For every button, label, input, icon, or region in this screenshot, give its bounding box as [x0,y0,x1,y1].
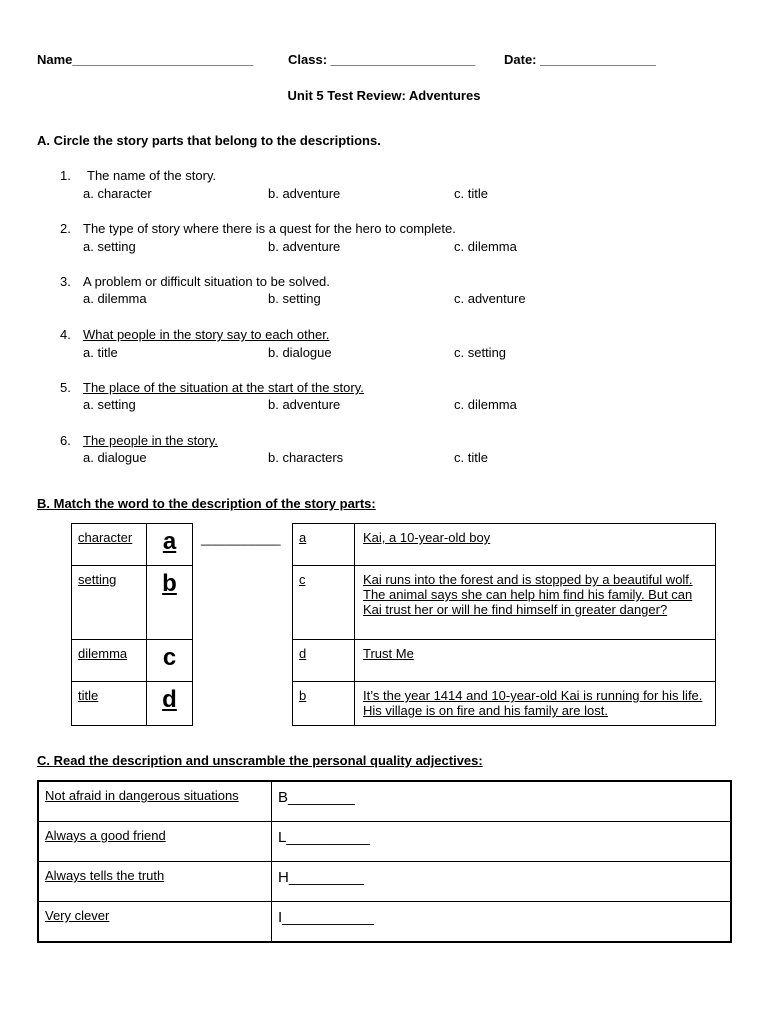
answer-cell[interactable] [147,566,193,640]
description-text: Kai, a 10-year-old boy [363,530,491,545]
question-text: The type of story where there is a quest for the hero to complete. [83,221,456,236]
option-b[interactable]: b. characters [268,450,344,465]
date-field[interactable]: Date: ________________ [504,52,656,67]
section-c-heading: C. Read the description and unscramble the personal quality adjectives: [37,753,483,768]
option-a[interactable]: a. dilemma [83,291,147,306]
option-c[interactable]: c. title [454,450,488,465]
name-field[interactable]: Name_________________________ [37,52,254,67]
option-c[interactable]: c. dilemma [454,239,517,254]
answer-cell[interactable] [147,682,193,726]
table-row [38,781,731,822]
term-cell [72,524,147,566]
question-number: 2. [60,221,71,236]
answer-letter: c [162,644,177,671]
description-cell [38,862,272,902]
question-text: What people in the story say to each other. [83,327,330,342]
term-cell [72,682,147,726]
question-number: 1. [60,168,71,183]
option-c[interactable]: c. dilemma [454,397,517,412]
match-descriptions-table [292,523,716,726]
description-cell [355,566,716,640]
adjective-answer[interactable]: B________ [278,789,355,806]
letter-cell [293,682,355,726]
option-c[interactable]: c. title [454,186,488,201]
option-b[interactable]: b. adventure [268,239,341,254]
description-text: Trust Me [363,646,414,661]
description-cell [355,524,716,566]
description-cell [38,781,272,822]
letter-cell [293,524,355,566]
option-a[interactable]: a. character [83,186,152,201]
description-letter: b [299,688,307,703]
description-text: It’s the year 1414 and 10-year-old Kai is running for his life. His village is on fire and his family are lost. [363,688,703,718]
option-a[interactable]: a. title [83,345,118,360]
table-row [293,566,716,640]
table-row [72,524,193,566]
option-b[interactable]: b. dialogue [268,345,332,360]
section-b-heading: B. Match the word to the description of the story parts: [37,496,376,511]
option-c[interactable]: c. setting [454,345,507,360]
answer-letter: d [162,686,177,713]
option-b[interactable]: b. adventure [268,397,341,412]
option-a[interactable]: a. setting [83,239,136,254]
answer-letter: b [162,570,177,597]
term-label: title [78,688,99,703]
answer-cell[interactable] [272,902,732,943]
question-text: The people in the story. [83,433,218,448]
question-text: The place of the situation at the start of the story. [83,380,364,395]
description-cell [355,640,716,682]
table-row [38,862,731,902]
question-number: 6. [60,433,71,448]
table-row [38,822,731,862]
section-a-heading: A. Circle the story parts that belong to the descriptions. [37,133,381,148]
term-cell [72,640,147,682]
answer-cell[interactable] [147,640,193,682]
option-a[interactable]: a. dialogue [83,450,147,465]
match-terms-table [71,523,193,726]
adjective-description: Always a good friend [45,828,166,843]
table-row [72,566,193,640]
description-letter: a [299,530,307,545]
question-text: The name of the story. [87,168,217,183]
option-a[interactable]: a. setting [83,397,136,412]
question-number: 3. [60,274,71,289]
option-b[interactable]: b. adventure [268,186,341,201]
answer-cell[interactable] [272,781,732,822]
page-title: Unit 5 Test Review: Adventures [287,88,481,103]
term-label: setting [78,572,117,587]
table-row [293,640,716,682]
question-text: A problem or difficult situation to be solved. [83,274,330,289]
adjectives-table [37,780,732,943]
adjective-answer[interactable]: I___________ [278,909,374,926]
description-letter: d [299,646,307,661]
answer-cell[interactable] [272,822,732,862]
question-number: 5. [60,380,71,395]
table-row [293,524,716,566]
table-row [72,640,193,682]
match-answer-line[interactable]: ___________ [201,531,281,546]
description-cell [38,822,272,862]
table-row [72,682,193,726]
class-field[interactable]: Class: ____________________ [288,52,476,67]
adjective-description: Always tells the truth [45,868,165,883]
answer-cell[interactable] [147,524,193,566]
adjective-answer[interactable]: H_________ [278,869,364,886]
term-label: character [78,530,133,545]
description-cell [38,902,272,943]
description-letter: c [299,572,306,587]
adjective-answer[interactable]: L__________ [278,829,370,846]
adjective-description: Not afraid in dangerous situations [45,788,239,803]
question-number: 4. [60,327,71,342]
letter-cell [293,640,355,682]
letter-cell [293,566,355,640]
answer-letter: a [162,528,177,555]
term-cell [72,566,147,640]
answer-cell[interactable] [272,862,732,902]
table-row [38,902,731,943]
adjective-description: Very clever [45,908,110,923]
table-row [293,682,716,726]
option-c[interactable]: c. adventure [454,291,526,306]
description-text: Kai runs into the forest and is stopped by a beautiful wolf. The animal says she can help him find his family. But can Kai trust her or will he find himself in greater danger? [363,572,693,617]
term-label: dilemma [78,646,128,661]
option-b[interactable]: b. setting [268,291,321,306]
description-cell [355,682,716,726]
